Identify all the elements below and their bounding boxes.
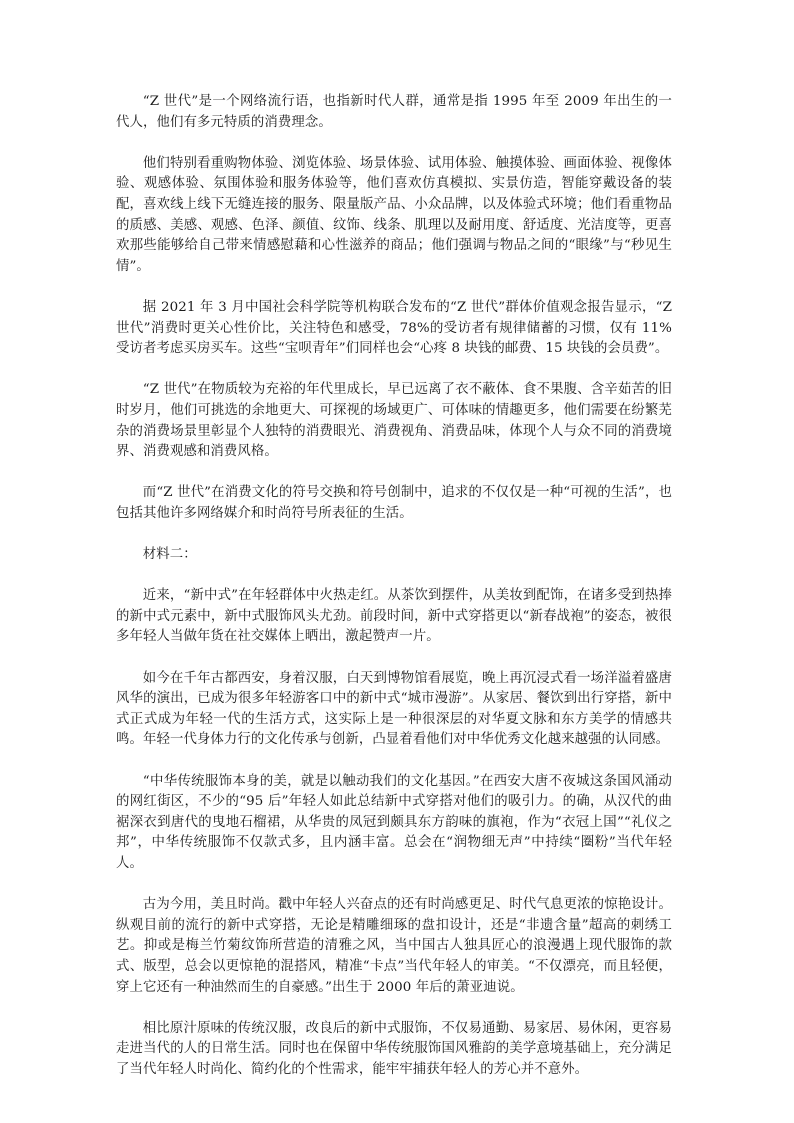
paragraph-survey-report: 据 2021 年 3 月中国社会科学院等机构联合发布的“Z 世代”群体价值观念报告显示，“Z 世代”消费时更关心性价比，关注特色和感受，78%的受访者有规律储蓄的习惯，仅有 11%受访者考虑买房买车。这些“宝呗青年”们同样也会“心疼 8 块钱的邮费、15 块钱的会员费”。: [116, 299, 672, 357]
paragraph-improved-costume: 相比原汁原味的传统汉服，改良后的新中式服饰，不仅易通勤、易家居、易休闲，更容易走进当代的人的日常生活。同时也在保留中华传统服饰国风雅韵的美学意境基础上，充分满足了当代年轻人时尚化、简约化的个性需求，能牢牢捕获年轻人的芳心并不意外。: [116, 1020, 672, 1077]
paragraph-experience-preferences: 他们特别看重购物体验、浏览体验、场景体验、试用体验、触摸体验、画面体验、视像体验、观感体验、氛围体验和服务体验等，他们喜欢仿真模拟、实景仿造，智能穿戴设备的装配，喜欢线上线下无缝连接的服务、限量版产品、小众品牌，以及体验式环境；他们看重物品的质感、美感、观感、色泽、颜值、纹饰、线条、肌理以及耐用度、舒适度、光洁度等，更喜欢那些能够给自己带来情感慰藉和心性滋养的商品；他们强调与物品之间的“眼缘”与“秒见生情”。: [116, 155, 672, 274]
paragraph-fashion-design: 古为今用，美且时尚。戳中年轻人兴奋点的还有时尚感更足、时代气息更浓的惊艳设计。纵观目前的流行的新中式穿搭，无论是精雕细琢的盘扣设计，还是“非遗含量”超高的刺绣工艺。抑或是梅兰竹菊纹饰所营造的清雅之风，当中国古人独具匠心的浪漫遇上现代服饰的款式、版型，总会以更惊艳的混搭风，精准“卡点”当代年轻人的审美。“不仅漂亮，而且轻便，穿上它还有一种油然而生的自豪感。”出生于 2000 年后的萧亚迪说。: [116, 897, 672, 995]
document-body: [116, 92, 672, 1101]
paragraph-new-chinese-style-trend: 近来，“新中式”在年轻群体中火热走红。从茶饮到摆件，从美妆到配饰，在诸多受到热捧的新中式元素中，新中式服饰风头尤劲。前段时间，新中式穿搭更以“新春战袍”的姿态，被很多年轻人当做年货在社交媒体上晒出，激起赞声一片。: [116, 588, 672, 645]
paragraph-xian-city-roaming: 如今在千年古都西安，身着汉服，白天到博物馆看展览，晚上再沉浸式看一场洋溢着盛唐风华的演出，已成为很多年轻游客口中的新中式“城市漫游”。从家居、餐饮到出行穿搭，新中式正式成为年轻一代的生活方式，这实际上是一种很深层的对华夏文脉和东方美学的情感共鸣。年轻一代身体力行的文化传承与创新，凸显着看他们对中华优秀文化越来越强的认同感。: [116, 670, 672, 748]
paragraph-gen-z-definition: “Z 世代”是一个网络流行语，也指新时代人群，通常是指 1995 年至 2009 年出生的一代人，他们有多元特质的消费理念。: [116, 94, 672, 130]
section-heading-material-two: 材料二：: [142, 547, 197, 563]
paragraph-traditional-costume-beauty: “中华传统服饰本身的美，就是以触动我们的文化基因。”在西安大唐不夜城这条国风涌动的网红街区，不少的“95 后”年轻人如此总结新中式穿搭对他们的吸引力。的确，从汉代的曲裾深衣到唐代的曳地石榴裙，从华贵的凤冠到颇具东方韵味的旗袍，作为“衣冠上国”“礼仪之邦”，中华传统服饰不仅款式多，且内涵丰富。总会在“润物细无声”中持续“圈粉”当代年轻人。: [116, 773, 672, 871]
paragraph-material-abundance: “Z 世代”在物质较为充裕的年代里成长，早已远离了衣不蔽体、食不果腹、含辛茹苦的旧时岁月，他们可挑选的余地更大、可探视的场域更广、可体味的情趣更多，他们需要在纷繁芜杂的消费场景里彰显个人独特的消费眼光、消费视角、消费品味，体现个人与众不同的消费境界、消费观感和消费风格。: [116, 382, 672, 460]
paragraph-symbolic-consumption: 而“Z 世代”在消费文化的符号交换和符号创制中，追求的不仅仅是一种“可视的生活”，也包括其他许多网络媒介和时尚符号所表征的生活。: [116, 485, 672, 521]
